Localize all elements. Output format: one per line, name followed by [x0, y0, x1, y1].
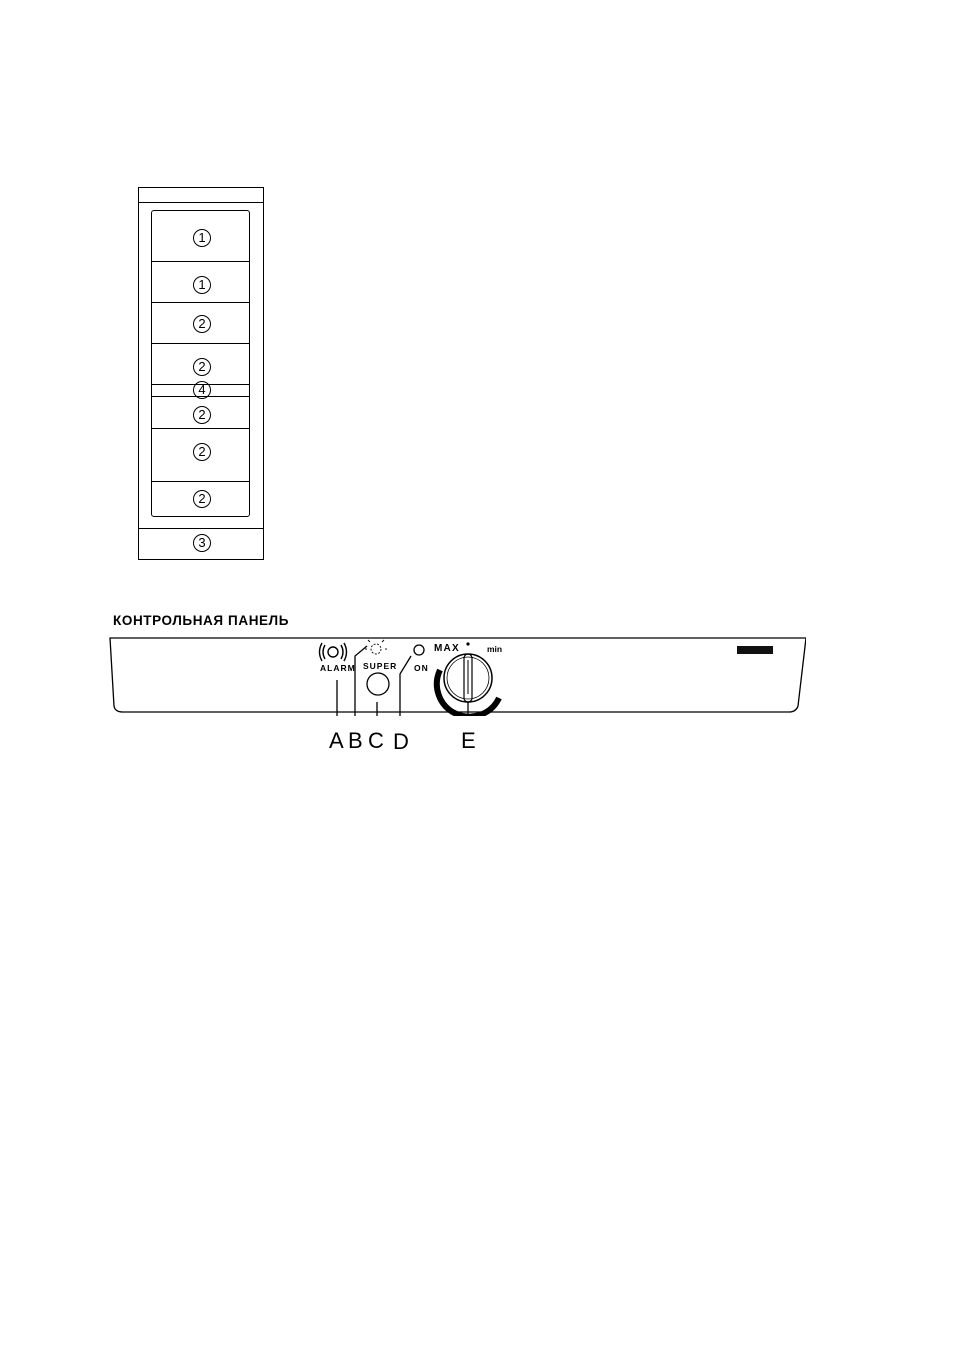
on-indicator-light — [414, 645, 424, 655]
super-button[interactable] — [367, 673, 389, 695]
callout-c: C — [368, 728, 384, 753]
drawer-divider — [152, 343, 249, 344]
cabinet-top-edge — [139, 202, 263, 203]
drawer-divider — [152, 302, 249, 303]
compartment-number: 2 — [193, 406, 211, 424]
alarm-icon — [320, 643, 347, 661]
callout-e: E — [461, 728, 476, 753]
drawer-divider — [152, 428, 249, 429]
drawer-divider — [152, 261, 249, 262]
temperature-dial[interactable] — [444, 654, 492, 702]
dial-min-label: min — [487, 644, 503, 654]
callout-b: B — [348, 728, 363, 753]
callout-d: D — [393, 729, 409, 754]
drawer-divider — [152, 481, 249, 482]
compartment-number: 4 — [193, 381, 211, 399]
compartment-number: 1 — [193, 276, 211, 294]
compartment-number: 2 — [193, 358, 211, 376]
compartment-number: 1 — [193, 229, 211, 247]
control-panel — [109, 636, 806, 716]
dial-max-label: MAX — [434, 643, 460, 654]
freezer-cabinet-diagram — [138, 187, 264, 560]
plinth-divider — [139, 528, 263, 529]
callout-a: A — [329, 728, 344, 753]
compartment-number: 2 — [193, 315, 211, 333]
super-label: SUPER — [363, 661, 398, 671]
compartment-number: 2 — [193, 490, 211, 508]
alarm-label: ALARM — [320, 663, 356, 673]
super-lamp-icon — [365, 640, 387, 654]
on-label: ON — [414, 663, 429, 673]
control-panel-title: КОНТРОЛЬНАЯ ПАНЕЛЬ — [113, 613, 290, 628]
compartment-number: 2 — [193, 443, 211, 461]
panel-badge — [737, 646, 773, 654]
compartment-number: 3 — [193, 534, 211, 552]
